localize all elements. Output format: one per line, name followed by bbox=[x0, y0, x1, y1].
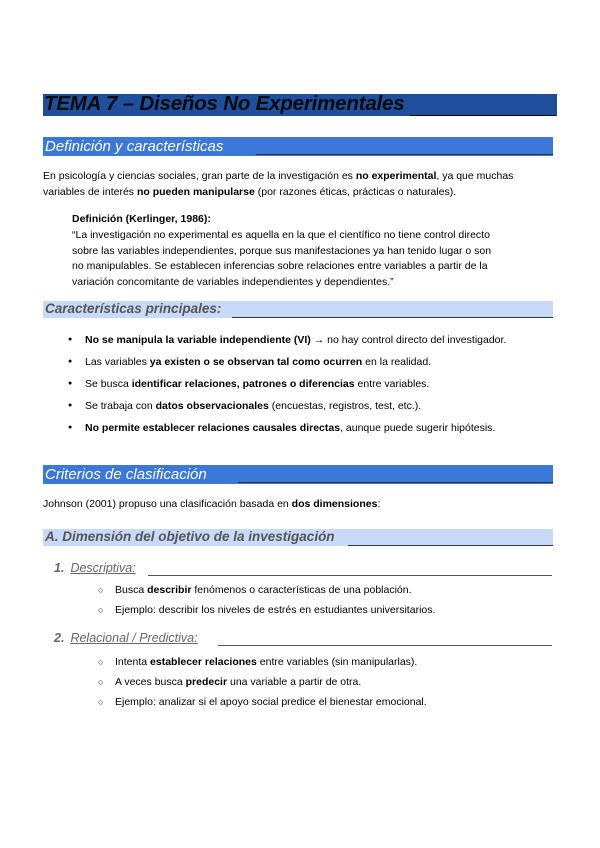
list-item: ● Las variables ya existen o se observan tal como ocurren en la realidad. bbox=[68, 355, 506, 377]
johnson-text: : bbox=[377, 498, 381, 510]
intro-paragraph bbox=[43, 169, 558, 200]
list-item: ○ Intenta establecer relaciones entre variables (sin manipularlas). bbox=[98, 655, 427, 675]
intro-text: , ya que muchas bbox=[436, 170, 514, 182]
definition-title: Definición (Kerlinger, 1986): bbox=[72, 213, 211, 225]
section-underline-criterios bbox=[238, 482, 553, 483]
section-heading-criterios: Criterios de clasificación bbox=[45, 466, 207, 483]
definition-quote bbox=[72, 228, 491, 290]
list-item: ○ A veces busca predecir una variable a partir de otra. bbox=[98, 675, 427, 695]
list-item: ● No permite establecer relaciones causales directas, aunque puede sugerir hipótesis. bbox=[68, 421, 506, 443]
list-item: ● No se manipula la variable independiente (VI) → no hay control directo del investigador. bbox=[68, 333, 506, 355]
intro-emphasis: no experimental bbox=[355, 170, 437, 182]
intro-text: variables de interés bbox=[43, 185, 137, 198]
item-label: Descriptiva: bbox=[70, 561, 136, 575]
item-number: 2. bbox=[54, 631, 65, 645]
title-underline bbox=[410, 115, 556, 116]
definition-line: sobre las variables independientes, porque sus manifestaciones ya han tenido lugar o son bbox=[72, 244, 492, 257]
caracteristicas-list bbox=[68, 333, 506, 443]
item-heading-relacional bbox=[54, 631, 198, 645]
subheading-underline-caracteristicas bbox=[232, 317, 553, 318]
descriptiva-list bbox=[98, 583, 435, 623]
list-item: ○ Ejemplo: describir los niveles de estrés en estudiantes universitarios. bbox=[98, 603, 435, 623]
intro-text: En psicología y ciencias sociales, gran parte de la investigación es bbox=[43, 170, 356, 182]
list-item: ● Se trabaja con datos observacionales (encuestas, registros, test, etc.). bbox=[68, 399, 506, 421]
johnson-paragraph bbox=[43, 497, 558, 513]
item-number: 1. bbox=[54, 561, 65, 575]
relacional-list bbox=[98, 655, 427, 715]
item-underline-descriptiva bbox=[148, 575, 552, 576]
subheading-caracteristicas: Características principales: bbox=[45, 301, 222, 316]
definition-line: no manipulables. Se establecen inferencias sobre relaciones entre variables a partir de la bbox=[72, 260, 488, 272]
intro-emphasis: no pueden manipularse bbox=[136, 185, 255, 198]
item-heading-descriptiva bbox=[54, 561, 136, 575]
list-item: ● Se busca identificar relaciones, patrones o diferencias entre variables. bbox=[68, 377, 506, 399]
list-item: ○ Busca describir fenómenos o características de una población. bbox=[98, 583, 435, 603]
definition-line: variación concomitante de variables independientes y dependientes.” bbox=[72, 275, 394, 288]
johnson-text: Johnson (2001) propuso una clasificación basada en bbox=[43, 498, 292, 510]
subheading-dimension-a: A. Dimensión del objetivo de la investigación bbox=[45, 529, 335, 544]
section-heading-definicion: Definición y características bbox=[45, 138, 224, 155]
definition-line: “La investigación no experimental es aquella en la que el científico no tiene control directo bbox=[72, 229, 490, 241]
intro-text: (por razones éticas, prácticas o naturales). bbox=[254, 185, 457, 198]
johnson-emphasis: dos dimensiones bbox=[291, 498, 378, 510]
page-title: TEMA 7 – Diseños No Experimentales bbox=[44, 92, 405, 115]
item-label: Relacional / Predictiva: bbox=[70, 631, 198, 645]
list-item: ○ Ejemplo: analizar si el apoyo social predice el bienestar emocional. bbox=[98, 695, 427, 715]
section-underline-definicion bbox=[256, 154, 553, 155]
item-underline-relacional bbox=[218, 645, 552, 646]
subheading-underline-dimension-a bbox=[348, 545, 553, 546]
